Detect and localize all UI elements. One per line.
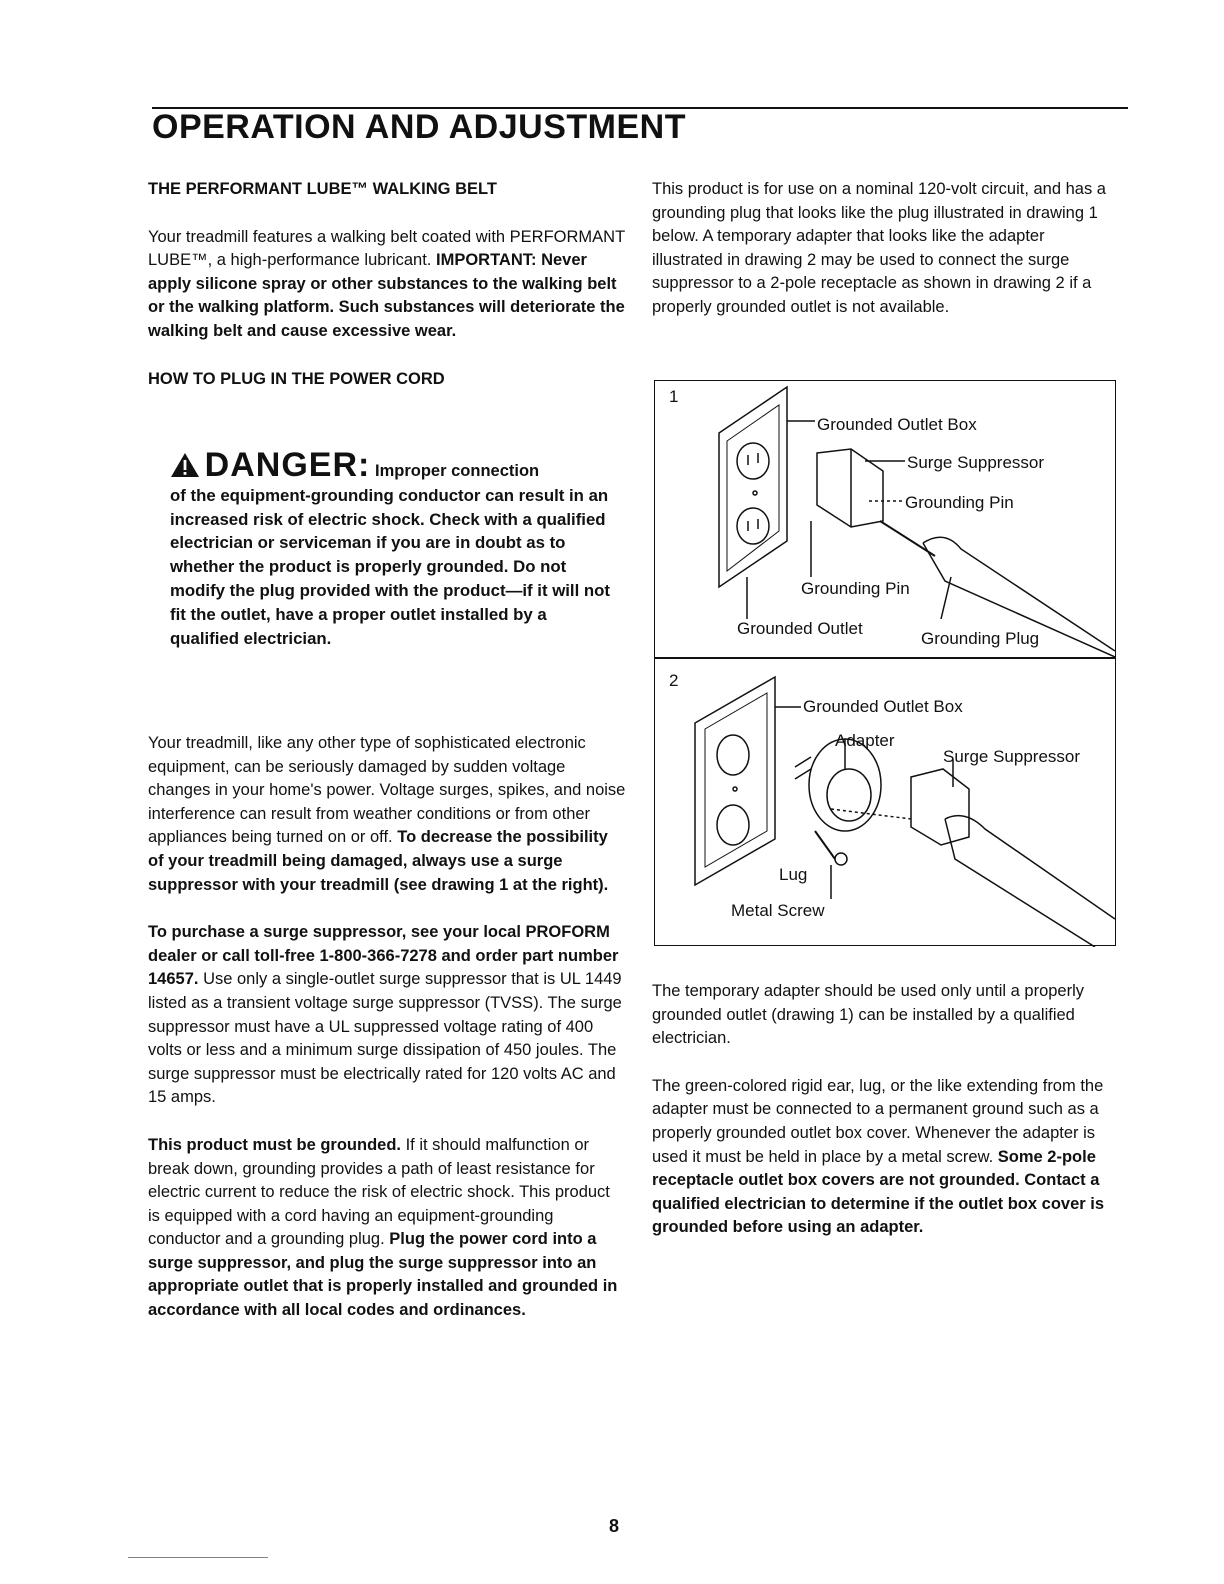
d2-adapter-label: Adapter [835, 731, 895, 750]
d1-grounding-pin-label: Grounding Pin [801, 579, 910, 598]
plug-drawings [654, 380, 1116, 946]
right-column-bottom [652, 980, 1112, 1240]
d1-grounding-pin-right-label: Grounding Pin [905, 493, 1014, 512]
d2-lug-label: Lug [779, 865, 808, 884]
page-number: 8 [608, 1516, 619, 1536]
d1-surge-suppressor-label: Surge Suppressor [907, 453, 1045, 472]
belt-important: IMPORTANT: Never apply silicone spray or other substances to the walking belt or the walking platform. Such substances will deteriorate the walking belt and cause excessive wear. [148, 251, 625, 340]
drawing-2-number: 2 [669, 671, 679, 690]
adapter-note-2: The green-colored rigid ear, lug, or the like extending from the adapter must be connected to a permanent ground such as a properly grounded outlet box cover. Whenever the adapter is used it must be held in place by a metal screw. Some 2-pole receptacle outlet box covers are not grounded. Contact a qualified electrician to determine if the outlet box cover is grounded before using an adapter. [652, 1076, 1105, 1237]
d2-metal-screw-label: Metal Screw [731, 901, 825, 920]
circuit-paragraph: This product is for use on a nominal 120-volt circuit, and has a grounding plug that looks like the plug illustrated in drawing 1 below. A temporary adapter that looks like the adapter illustrated in drawing 2 may be used to connect the surge suppressor to a 2-pole receptacle as shown in drawing 2 if a properly grounded outlet is not available. [652, 180, 1106, 316]
surge-paragraph: Your treadmill, like any other type of sophisticated electronic equipment, can be seriously damaged by sudden voltage changes in your home's power. Voltage surges, spikes, and noise interference can result from weather conditions or from other appliances being turned on or off. To decrease the possibility of your treadmill being damaged, always use a surge suppressor with your treadmill (see drawing 1 at the right). [148, 734, 626, 894]
adapter-note-1: The temporary adapter should be used only until a properly grounded outlet (drawing 1) can be installed by a qualified electrician. [652, 982, 1085, 1048]
right-column-top [652, 178, 1112, 320]
warning-triangle-icon [170, 452, 200, 478]
drawing-1-number: 1 [669, 387, 679, 406]
grounded-paragraph: This product must be grounded. If it should malfunction or break down, grounding provides a path of least resistance for electric current to reduce the risk of electric shock. This product is equipped with a cord having an equipment-grounding conductor and a grounding plug. Plug the power cord into a surge suppressor, and plug the surge suppressor into an appropriate outlet that is properly installed and grounded in accordance with all local codes and ordinances. [148, 1135, 618, 1320]
belt-heading: THE PERFORMANT LUBE™ WALKING BELT [148, 180, 497, 198]
d1-outlet-box-label: Grounded Outlet Box [817, 415, 977, 434]
page-title: OPERATION AND ADJUSTMENT [152, 108, 686, 146]
left-column-bottom [148, 732, 626, 1323]
danger-word: DANGER: [204, 446, 371, 484]
d2-surge-suppressor-label: Surge Suppressor [943, 747, 1081, 766]
d1-grounding-plug-label: Grounding Plug [921, 629, 1040, 648]
danger-lead: Improper connection [375, 462, 540, 480]
plug-heading: HOW TO PLUG IN THE POWER CORD [148, 369, 445, 388]
footer-line [128, 1557, 268, 1558]
danger-text: of the equipment-grounding conductor can result in an increased risk of electric shock. Check with a qualified electrician or serviceman if you are in doubt as to whether the product is properly grounded. Do not modify the plug provided with the product—if it will not fit the outlet, have a proper outlet installed by a qualified electrician. [170, 485, 611, 648]
purchase-paragraph: To purchase a surge suppressor, see your local PROFORM dealer or call toll-free 1-800-366-7278 and order part number 14657. Use only a single-outlet surge suppressor that is UL 1449 listed as a transient voltage surge suppressor (TVSS). The surge suppressor must have a UL suppressed voltage rating of 400 volts or less and a minimum surge dissipation of 450 joules. The surge suppressor must be electrically rated for 120 volts AC and 15 amps. [148, 923, 622, 1107]
d1-grounded-outlet-label: Grounded Outlet [737, 619, 863, 638]
left-column-top [148, 178, 626, 391]
danger-warning [170, 448, 610, 650]
d2-outlet-box-label: Grounded Outlet Box [803, 697, 963, 716]
belt-text: Your treadmill features a walking belt coated with PERFORMANT LUBE™, a high-performance lubricant. IMPORTANT: Never apply silicone spray or other substances to the walking belt or the walking platform. Such substances will deteriorate the walking belt and cause excessive wear. [148, 227, 625, 340]
